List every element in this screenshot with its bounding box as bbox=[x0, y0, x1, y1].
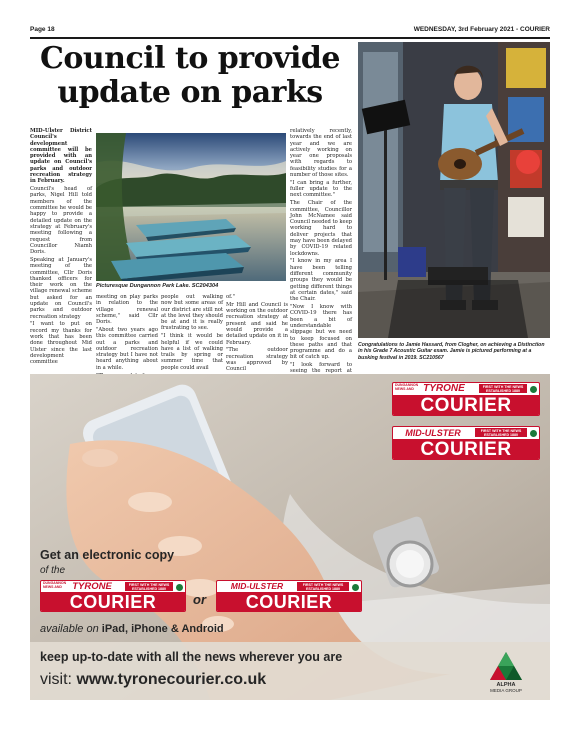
available-prefix: available on bbox=[40, 623, 102, 635]
article-paragraph: "I want to put on record my thanks for work that has been done throughout Mid Ulster since the last development committee bbox=[30, 321, 92, 366]
article-paragraph: "I can bring a further, fuller update to the next committee." bbox=[290, 179, 352, 199]
article-paragraph: "I think it would be helpful if we could have a list of walking trails by spring or summer time that people could avail bbox=[161, 333, 223, 371]
first-with-news-badge: FIRST WITH THE NEWS ESTABLISHED 1880 bbox=[125, 582, 173, 591]
tyrone-courier-logo bbox=[392, 382, 540, 416]
tree-icon bbox=[351, 583, 360, 592]
tree-icon bbox=[529, 429, 538, 438]
article-paragraph: people out walking now but some areas of our district are still not at the level they should be at and it is really frustrating to see. bbox=[161, 294, 223, 332]
ad-availability bbox=[40, 623, 224, 635]
article-column-5 bbox=[290, 128, 352, 383]
tyrone-tag: DUNGANNON NEWS AND bbox=[43, 581, 67, 589]
busker-photo bbox=[358, 42, 550, 338]
article-column-3 bbox=[161, 294, 223, 373]
first-with-news-badge: FIRST WITH THE NEWS ESTABLISHED 1880 bbox=[475, 428, 527, 437]
article-paragraph: relatively recently, towards the end of last year and we are actively working on year one proposals with regards to feasibility studies for a number of those sites. bbox=[290, 128, 352, 179]
article-paragraph: The Chair of the committee, Councillor John McNamee said Council needed to keep working hard to deliver projects that may have been delayed by COVID-19 related lockdowns. bbox=[290, 200, 352, 257]
available-devices: iPad, iPhone & Android bbox=[101, 623, 224, 635]
courier-wordmark: COURIER bbox=[217, 592, 361, 611]
article-paragraph: meeting on play parks in relation to the village renewal scheme," said Cllr Doris. bbox=[96, 294, 158, 326]
article-paragraph: "The outdoor recreation strategy was approved by Council bbox=[226, 347, 288, 373]
article-paragraph: of." bbox=[226, 294, 235, 300]
article-column-1 bbox=[30, 128, 92, 367]
first-with-news-badge: FIRST WITH THE NEWS ESTABLISHED 1880 bbox=[297, 582, 349, 591]
article-paragraph: Mr Hill and Council is working on the outdoor recreation strategy at present and said he would provide a detailed update on it in February. bbox=[226, 301, 289, 346]
mid-ulster-courier-logo bbox=[392, 426, 540, 460]
headline-line-1: Council to provide bbox=[39, 41, 340, 76]
article-paragraph: Council's head of parks, Nigel Hill told members of the committee he would be happy to provide a detailed update on the strategy at February's meeting following a request from Councillor Niamh Doris. bbox=[30, 186, 92, 256]
mid-ulster-courier-logo-small bbox=[216, 580, 362, 612]
tree-icon bbox=[529, 385, 538, 394]
tyrone-name: TYRONE bbox=[423, 383, 465, 394]
tyrone-name: TYRONE bbox=[72, 581, 112, 592]
header-rule bbox=[30, 37, 550, 39]
article-paragraph: "I know in my area I have been telling different community groups they would be getting different things at certain dates," said the Chair. bbox=[290, 258, 352, 303]
article-headline bbox=[30, 42, 350, 110]
first-with-news-badge: FIRST WITH THE NEWS ESTABLISHED 1880 bbox=[479, 384, 527, 393]
mid-ulster-name: MID-ULSTER bbox=[405, 428, 461, 438]
article-paragraph: "About two years ago this committee carried out a parks and outdoor recreation strategy but I have not heard anything about in a while. bbox=[96, 326, 158, 371]
ad-visit-line bbox=[40, 671, 266, 689]
tyrone-courier-logo-small bbox=[40, 580, 186, 612]
article-lead: MID-Ulster District Council's development committee will be provided with an update on Council's parks and outdoor recreation strategy in February. bbox=[30, 128, 92, 185]
article-paragraph: Speaking at January's meeting of the committee, Cllr Doris thanked officers for their work on the village renewal scheme but asked for an update on Council's parks and outdoor recreation strategy bbox=[30, 256, 92, 320]
courier-wordmark: COURIER bbox=[41, 592, 185, 611]
mid-ulster-name: MID-ULSTER bbox=[230, 581, 284, 591]
alpha-label: ALPHA MEDIA GROUP bbox=[490, 682, 522, 693]
headline-line-2: update on parks bbox=[57, 75, 323, 110]
ad-keep-up-text: keep up-to-date with all the news wherever you are bbox=[40, 650, 343, 664]
alpha-media-logo bbox=[478, 650, 534, 696]
courier-wordmark: COURIER bbox=[393, 395, 539, 415]
ad-or: or bbox=[193, 592, 206, 607]
visit-prefix: visit: bbox=[40, 671, 77, 688]
lake-photo bbox=[96, 133, 286, 281]
publication-date: WEDNESDAY, 3rd February 2021 - COURIER bbox=[413, 26, 550, 33]
lake-photo-caption: Picturesque Dungannon Park Lake. SC204304 bbox=[96, 283, 219, 289]
article-paragraph: "I look forward to seeing the report at bbox=[290, 362, 352, 375]
article-column-4 bbox=[226, 294, 288, 374]
page-number: Page 18 bbox=[30, 26, 55, 33]
lake-photo-illustration bbox=[96, 133, 286, 281]
advertisement[interactable] bbox=[30, 374, 550, 700]
tyrone-tag: DUNGANNON NEWS AND bbox=[395, 383, 419, 391]
tree-icon bbox=[175, 583, 184, 592]
article-paragraph: "Now I know with COVID-19 there has been a bit of understandable slippage but we need to keep focused on these paths and that programme and do a bit of catch up. bbox=[290, 304, 352, 361]
alpha-triangle-icon bbox=[478, 650, 534, 682]
website-link[interactable]: www.tyronecourier.co.uk bbox=[76, 671, 267, 688]
busker-photo-caption: Congratulations to Jamie Hassard, from Clogher, on achieving a Distinction in his Grade 7 Acoustic Guitar exam. Jamie is pictured performing at a busking festival in 2019. SC210567 bbox=[358, 342, 545, 361]
ad-headline: Get an electronic copy bbox=[40, 548, 175, 562]
ad-text-area bbox=[30, 534, 550, 700]
courier-wordmark: COURIER bbox=[393, 439, 539, 459]
ad-of-the: of the bbox=[40, 565, 66, 576]
article-column-2 bbox=[96, 294, 158, 380]
busker-photo-illustration bbox=[358, 42, 550, 338]
